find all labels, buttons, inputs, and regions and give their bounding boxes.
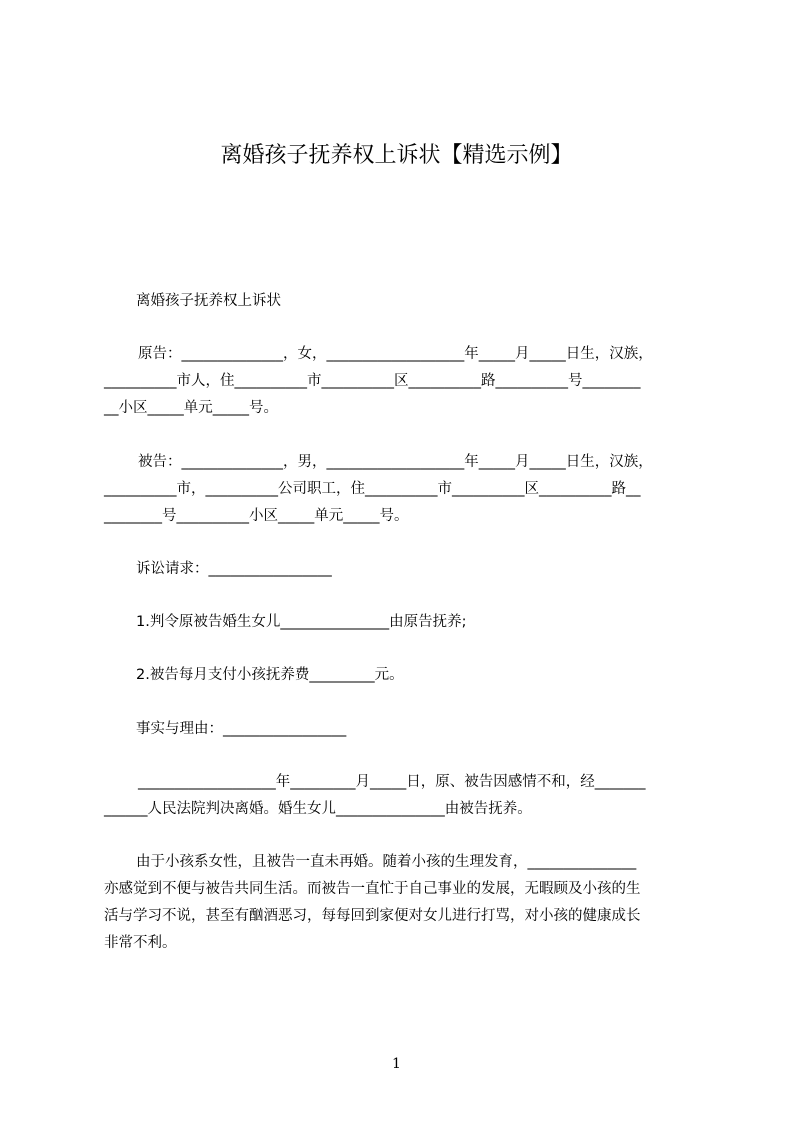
page-number: 1 [392,1056,401,1072]
claims-heading: 诉讼请求：_________________ [136,561,332,577]
facts-para1-line-1: ___________________年_________月_____日，原、被告因感情不和，经_______ [138,774,646,790]
facts-para2-line-4: 非常不利。 [104,935,177,951]
claim-item-1: 1.判令原被告婚生女儿_______________由原告抚养; [136,614,467,630]
plaintiff-line-2: __________市人，住__________市__________区__________路__________号________ [104,373,641,389]
facts-para1-line-2: ______人民法院判决离婚。婚生女儿_______________由被告抚养。 [104,801,532,817]
facts-heading: 事实与理由：_________________ [136,721,347,737]
facts-para2-line-1: 由于小孩系女性，且被告一直未再婚。随着小孩的生理发育，_______________ [136,854,637,870]
subtitle: 离婚孩子抚养权上诉状 [136,293,281,309]
defendant-line-3: ________号__________小区_____单元_____号。 [104,508,409,524]
claim-item-2: 2.被告每月支付小孩抚养费_________元。 [136,667,404,683]
plaintiff-line-1: 原告：______________，女，___________________年_____月_____日生，汉族， [138,346,653,362]
facts-para2-line-3: 活与学习不说，甚至有酗酒恶习，每每回到家便对女儿进行打骂，对小孩的健康成长 [104,908,641,924]
defendant-line-2: __________市，__________公司职工，住__________市__________区__________路__ [104,481,641,497]
plaintiff-line-3: __小区_____单元_____号。 [104,400,278,416]
defendant-line-1: 被告：______________，男，___________________年_____月_____日生，汉族， [138,454,653,470]
document-title: 离婚孩子抚养权上诉状【精选示例】 [220,143,573,168]
facts-para2-line-2: 亦感觉到不便与被告共同生活。而被告一直忙于自己事业的发展，无暇顾及小孩的生 [104,881,641,897]
